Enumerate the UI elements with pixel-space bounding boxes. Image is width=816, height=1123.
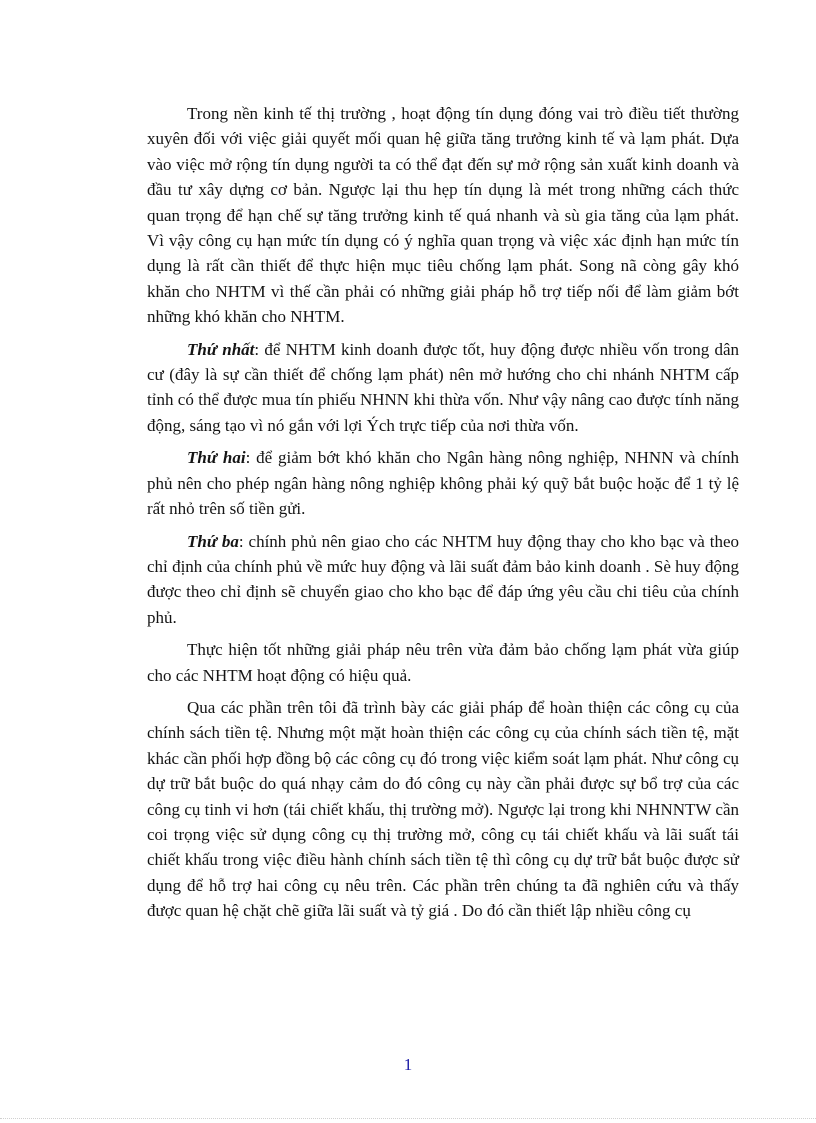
paragraph-solution-1 <box>147 337 739 439</box>
paragraph-summary <box>147 637 739 688</box>
document-body <box>147 101 739 931</box>
paragraph-solution-2 <box>147 445 739 521</box>
page-bottom-divider <box>0 1118 816 1119</box>
paragraph-text: Trong nền kinh tế thị trường , hoạt động tín dụng đóng vai trò điều tiết thường xuyên đối với việc giải quyết mối quan hệ giữa tăng trưởng kinh tế và lạm phát. Dựa vào việc mở rộng tín dụng người ta có thể đạt đến sự mở rộng sản xuất kinh doanh và đầu tư xây dựng cơ bản. Ngược lại thu hẹp tín dụng là mét trong những cách thức quan trọng để hạn chế sự tăng trưởng kinh tế quá nhanh và sù gia tăng của lạm phát. Vì vậy công cụ hạn mức tín dụng có ý nghĩa quan trọng và việc xác định hạn mức tín dụng là rất cần thiết để thực hiện mục tiêu chống lạm phát. Song nã còng gây khó khăn cho NHTM vì thế cần phải có những giải pháp hỗ trợ tiếp nối để làm giảm bớt những khó khăn cho NHTM. <box>147 104 739 327</box>
paragraph-conclusion <box>147 695 739 924</box>
paragraph-solution-3 <box>147 529 739 631</box>
paragraph-lead: Thứ hai <box>187 448 246 468</box>
paragraph-lead: Thứ nhất <box>187 339 255 359</box>
paragraph-intro <box>147 101 739 330</box>
paragraph-text: : chính phủ nên giao cho các NHTM huy động thay cho kho bạc và theo chỉ định của chính phủ về mức huy động và lãi suất đảm bảo kinh doanh . Sè huy động được theo chỉ định sẽ chuyển giao cho kho bạc để đáp ứng yêu cầu chi tiêu của chính phủ. <box>147 531 739 627</box>
paragraph-lead: Thứ ba <box>187 531 239 551</box>
paragraph-text: Qua các phần trên tôi đã trình bày các giải pháp để hoàn thiện các công cụ của chính sách tiền tệ. Nhưng một mặt hoàn thiện các công cụ của chính sách tiền tệ, mặt khác cần phối hợp đồng bộ các công cụ đó trong việc kiểm soát lạm phát. Như công cụ dự trữ bắt buộc do quá nhạy cảm do đó công cụ này cần phải được sự bổ trợ của các công cụ tinh vi hơn (tái chiết khấu, thị trường mở). Ngược lại trong khi NHNNTW cần coi trọng việc sử dụng công cụ thị trường mở, công cụ tái chiết khấu và lãi suất tái chiết khấu trong việc điều hành chính sách tiền tệ thì công cụ dự trữ bắt buộc được sử dụng để hỗ trợ hai công cụ nêu trên. Các phần trên chúng ta đã nghiên cứu và thấy được quan hệ chặt chẽ giữa lãi suất và tỷ giá . Do đó cần thiết lập nhiều công cụ <box>147 697 739 921</box>
paragraph-text: Thực hiện tốt những giải pháp nêu trên vừa đảm bảo chống lạm phát vừa giúp cho các NHTM hoạt động có hiệu quả. <box>147 640 739 685</box>
page-number: 1 <box>403 1055 413 1074</box>
paragraph-text: : để giảm bớt khó khăn cho Ngân hàng nông nghiệp, NHNN và chính phủ nên cho phép ngân hàng nông nghiệp không phải ký quỹ bắt buộc hoặc để 1 tỷ lệ rất nhỏ trên số tiền gửi. <box>147 448 740 519</box>
paragraph-text: : để NHTM kinh doanh được tốt, huy động được nhiều vốn trong dân cư (đây là sự cần thiết để chống lạm phát) nên mở hướng cho chi nhánh NHTM cấp tỉnh có thể được mua tín phiếu NHNN khi thừa vốn. Như vậy nâng cao được tính năng động, sáng tạo vì nó gắn với lợi Ých trực tiếp của nơi thừa vốn. <box>147 339 740 435</box>
